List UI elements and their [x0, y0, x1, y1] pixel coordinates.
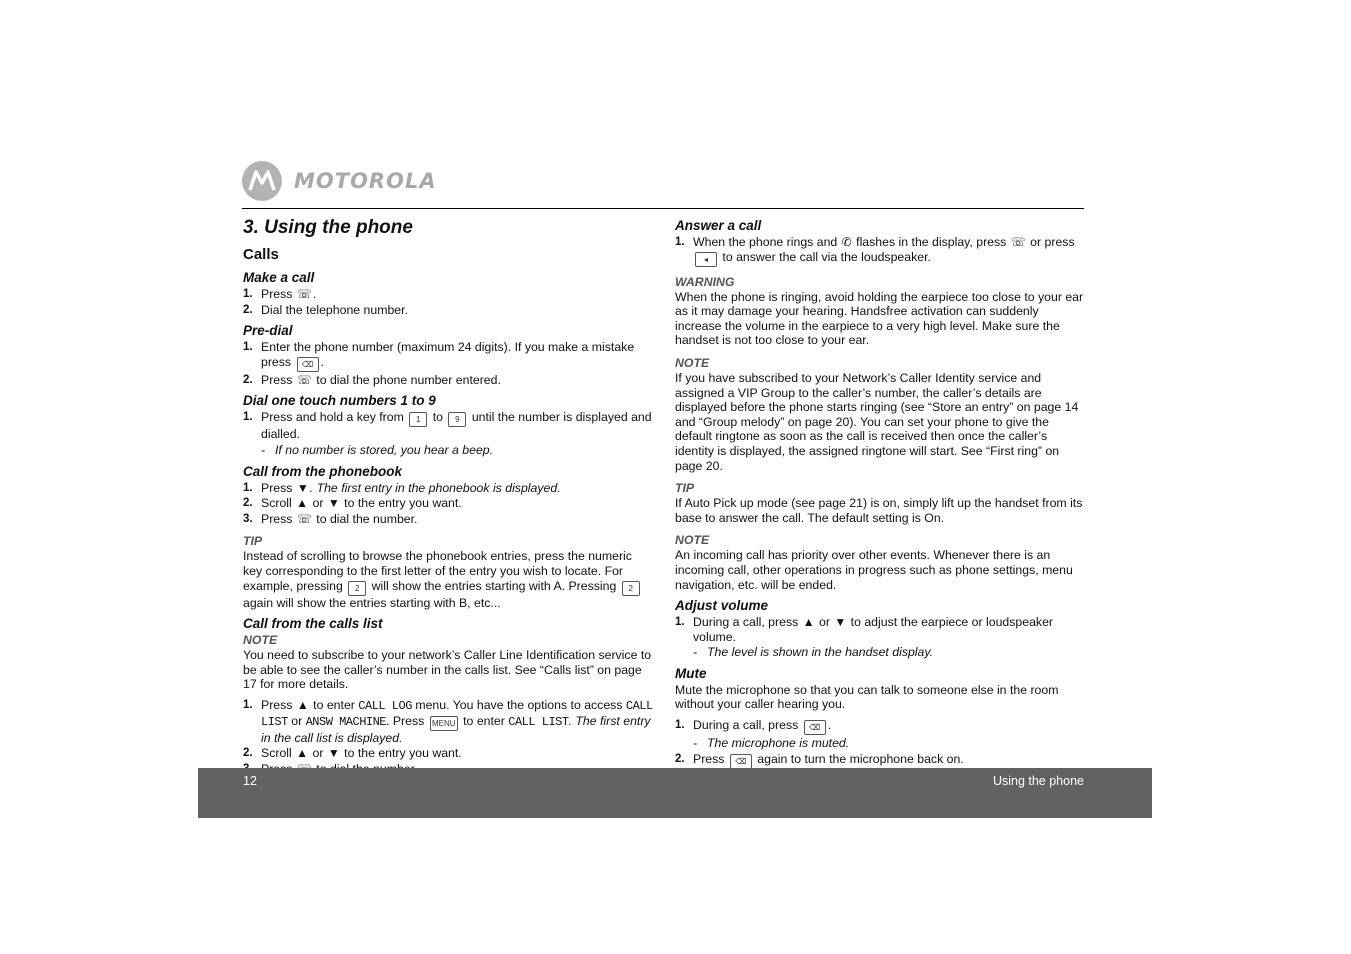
handset-icon: ✆: [841, 235, 852, 249]
key-2-icon: 2: [622, 581, 640, 596]
clear-key-icon: ⌫: [730, 754, 752, 769]
list-item: 1. During a call, press ⌫ .: [675, 718, 1085, 735]
list-item: 1. When the phone rings and ✆ flashes in the display, press ☏ or press ◂ to answer the call via the loudspeaker.: [675, 235, 1085, 267]
talk-key-icon: ☏: [296, 287, 312, 301]
page-footer: [198, 768, 1152, 818]
key-1-icon: 1: [409, 412, 427, 427]
make-call-title: Make a call: [243, 270, 315, 285]
menu-key-icon: MENU: [430, 716, 458, 731]
one-touch-title: Dial one touch numbers 1 to 9: [243, 393, 436, 409]
right-column: [675, 218, 1085, 770]
page-number: 12: [243, 774, 257, 788]
list-item: 2. Scroll ▲ or ▼ to the entry you want.: [243, 746, 462, 761]
list-item: 2. Press ⌫ again to turn the microphone back on.: [675, 752, 1085, 769]
list-item: 3. Press ☏ to dial the number.: [243, 511, 418, 526]
tip-text: If Auto Pick up mode (see page 21) is on, simply lift up the handset from its base to answer the call. The default setting is On.: [675, 496, 1083, 525]
clear-key-icon: ⌫: [804, 720, 826, 735]
answer-call-title: Answer a call: [675, 218, 762, 233]
section-title: Calls: [243, 246, 279, 263]
note-label: NOTE: [675, 533, 710, 548]
talk-key-icon: ☏: [1010, 235, 1026, 249]
brand-name: MOTOROLA: [294, 169, 437, 193]
list-item: 1. During a call, press ▲ or ▼ to adjust the earpiece or loudspeaker volume.: [675, 615, 1054, 644]
note-text: If you have subscribed to your Network’s Caller Identity service and assigned a VIP Group to the caller’s number, the caller’s details are displayed before the phone starts ringing (see “Store an entry” on page 14 and “Group melody” on page 20). You can set your phone to give the default ringtone as soon as the call is received then once the caller’s identity is displayed, the assigned ringtone will start. See “First ring” on page 20.: [675, 370, 1079, 473]
footer-section-title: Using the phone: [992, 774, 1084, 788]
list-subnote: - If no number is stored, you hear a beep.: [261, 442, 494, 457]
clear-key-icon: ⌫: [297, 357, 319, 372]
up-key-icon: ▲: [296, 697, 309, 712]
note-text: You need to subscribe to your network’s Caller Line Identification service to be able to see the caller’s number in the calls list. See “Calls list” on page 17 for more details.: [243, 648, 652, 692]
list-item: 2. Scroll ▲ or ▼ to the entry you want.: [243, 496, 462, 511]
list-subnote: - The microphone is muted.: [693, 736, 850, 751]
calls-list-title: Call from the calls list: [243, 616, 383, 632]
talk-key-icon: ☏: [296, 372, 312, 387]
warning-label: WARNING: [675, 274, 735, 289]
chapter-title: 3. Using the phone: [243, 217, 413, 238]
motorola-logo: [242, 161, 437, 201]
up-key-icon: ▲: [296, 746, 309, 761]
list-item: 1. Press ☏.: [243, 287, 317, 301]
key-2-icon: 2: [348, 581, 366, 596]
motorola-batwing-icon: [242, 161, 282, 201]
speaker-key-icon: ◂: [695, 252, 717, 267]
note-text: An incoming call has priority over other events. Whenever there is an incoming call, other operations in progress such as phone settings, menu navigation, etc. will be ended.: [675, 548, 1073, 592]
mute-title: Mute: [675, 665, 707, 681]
phonebook-title: Call from the phonebook: [243, 463, 403, 479]
down-key-icon: ▼: [834, 615, 847, 630]
up-key-icon: ▲: [296, 496, 309, 511]
tip-label: TIP: [243, 534, 263, 549]
header-rule: [242, 208, 1084, 209]
list-item: 1. Press ▼. The first entry in the phonebook is displayed.: [243, 480, 561, 495]
list-item: 1. Press ▲ to enter CALL LOG menu. You have the options to access CALL LIST or ANSW MACHINE. Press MENU to enter CALL LIST. The first entry in the call list is displayed.: [243, 697, 653, 745]
adjust-volume-title: Adjust volume: [675, 598, 769, 614]
list-item: 2. Press ☏ to dial the phone number entered.: [243, 372, 501, 387]
tip-label: TIP: [675, 481, 695, 496]
key-9-icon: 9: [448, 412, 466, 427]
list-item: 2. Dial the telephone number.: [243, 302, 408, 317]
list-subnote: - The level is shown in the handset display.: [693, 645, 934, 660]
note-label: NOTE: [675, 355, 710, 370]
mute-intro: Mute the microphone so that you can talk to someone else in the room without your caller hearing you.: [675, 682, 1059, 712]
pre-dial-title: Pre-dial: [243, 323, 293, 339]
warning-text: When the phone is ringing, avoid holding the earpiece too close to your ear as it may damage your hearing. Handsfree activation can suddenly increase the volume in the earpiece to a very high level. Make sure the handset is not too close to your ear.: [675, 289, 1084, 348]
note-label: NOTE: [243, 633, 278, 648]
talk-key-icon: ☏: [296, 511, 312, 526]
down-key-icon: ▼: [327, 746, 340, 761]
down-key-icon: ▼: [296, 480, 309, 495]
tip-text: Instead of scrolling to browse the phonebook entries, press the numeric key corresponding to the first letter of the entry you wish to locate. For example, pressing 2 will show the entries starting with A. Pressing 2 again will show the entries starting with B, etc...: [243, 549, 653, 610]
list-item: 1. Press and hold a key from 1 to 9 until the number is displayed and dialled.: [243, 410, 652, 442]
left-column: [243, 216, 653, 777]
down-key-icon: ▼: [327, 496, 340, 511]
up-key-icon: ▲: [802, 615, 815, 630]
list-item: 1. Enter the phone number (maximum 24 digits). If you make a mistake press ⌫ .: [243, 340, 653, 372]
